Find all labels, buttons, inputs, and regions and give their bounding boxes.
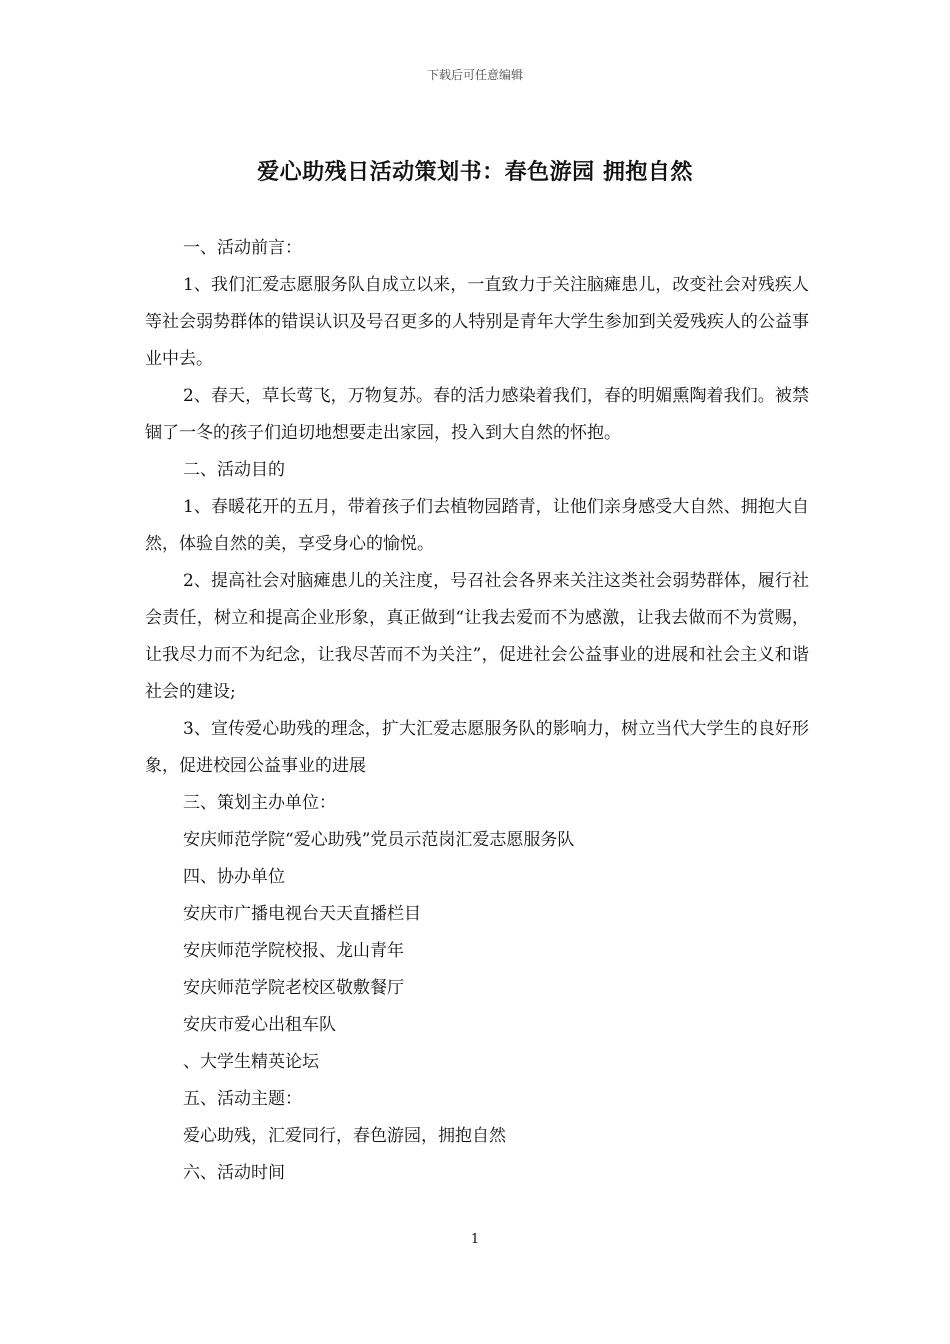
page-number: 1: [470, 1232, 480, 1247]
co-organizer-item: 安庆市广播电视台天天直播栏目: [183, 904, 421, 924]
organizer-item: 安庆师范学院“爱心助残”党员示范岗汇爱志愿服务队: [183, 830, 575, 850]
section-heading-co-organizers: 四、协办单位: [183, 867, 285, 887]
section-heading-preface: 一、活动前言：: [183, 238, 302, 258]
document-title: 爱心助残日活动策划书：春色游园 拥抱自然: [257, 159, 693, 185]
paragraph-purpose-1: 1、春暖花开的五月，带着孩子们去植物园踏青，让他们亲身感受大自然、拥抱大自然，体验自然的美，享受身心的愉悦。: [145, 497, 809, 554]
section-heading-theme: 五、活动主题：: [183, 1089, 302, 1109]
co-organizer-item: 安庆师范学院老校区敬敷餐厅: [183, 978, 404, 998]
paragraph-purpose-2: 2、提高社会对脑瘫患儿的关注度，号召社会各界来关注这类社会弱势群体，履行社会责任，树立和提高企业形象，真正做到“让我去爱而不为感激，让我去做而不为赏赐，让我尽力而不为纪念，让我尽苦而不为关注”，促进社会公益事业的进展和社会主义和谐社会的建设;: [145, 571, 809, 702]
paragraph-preface-1: 1、我们汇爱志愿服务队自成立以来，一直致力于关注脑瘫患儿，改变社会对残疾人等社会弱势群体的错误认识及号召更多的人特别是青年大学生参加到关爱残疾人的公益事业中去。: [145, 275, 809, 369]
paragraph-purpose-3: 3、宣传爱心助残的理念，扩大汇爱志愿服务队的影响力，树立当代大学生的良好形象，促进校园公益事业的进展: [145, 719, 809, 776]
page-header-note: 下载后可任意编辑: [426, 68, 523, 82]
section-heading-organizer: 三、策划主办单位：: [183, 793, 336, 813]
theme-text: 爱心助残，汇爱同行，春色游园，拥抱自然: [183, 1126, 506, 1146]
co-organizer-item: 安庆市爱心出租车队: [183, 1015, 336, 1035]
paragraph-preface-2: 2、春天，草长莺飞，万物复苏。春的活力感染着我们，春的明媚熏陶着我们。被禁锢了一冬的孩子们迫切地想要走出家园，投入到大自然的怀抱。: [145, 386, 809, 443]
document-body: [145, 230, 809, 1192]
section-heading-purpose: 二、活动目的: [183, 460, 285, 480]
co-organizer-item: 、大学生精英论坛: [183, 1052, 319, 1072]
section-heading-time: 六、活动时间: [183, 1163, 285, 1183]
co-organizer-item: 安庆师范学院校报、龙山青年: [183, 941, 404, 961]
